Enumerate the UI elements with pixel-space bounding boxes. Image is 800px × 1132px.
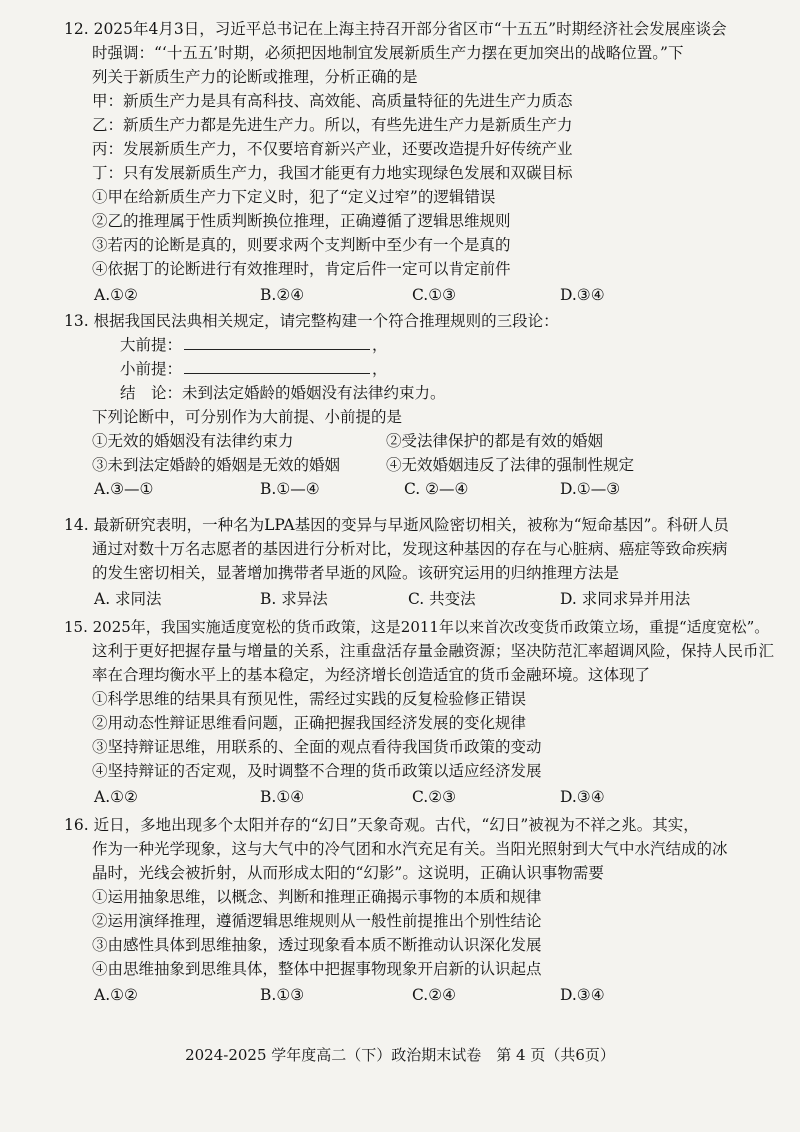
q12-line: 12. 2025年4月3日，习近平总书记在上海主持召开部分省区市“十五五”时期经济社会发展座谈会: [64, 20, 727, 38]
q15-item-3: ③坚持辩证思维，用联系的、全面的观点看待我国货币政策的变动: [92, 738, 542, 756]
q14-line: 通过对数十万名志愿者的基因进行分析对比，发现这种基因的存在与心脏病、癌症等致命疾病: [92, 540, 728, 558]
q12-option-c[interactable]: C.①③: [412, 286, 457, 304]
q13-option-a[interactable]: A.③—①: [94, 480, 154, 498]
q13-option-d[interactable]: D.①—③: [560, 480, 621, 498]
q12-option-b[interactable]: B.②④: [260, 286, 305, 304]
q16-line: 作为一种光学现象，这与大气中的冷气团和水汽充足有关。当阳光照射到大气中水汽结成的冰: [92, 840, 728, 858]
q13-conclusion: 结 论：未到法定婚龄的婚姻没有法律约束力。: [120, 384, 446, 402]
q12-statement-jia: 甲：新质生产力是具有高科技、高效能、高质量特征的先进生产力质态: [92, 92, 573, 110]
q15-line: 这利于更好把握存量与增量的关系，注重盘活存量金融资源；坚决防范汇率超调风险，保持人民币汇: [92, 642, 775, 660]
q14-line: 的发生密切相关，显著增加携带者早逝的风险。该研究运用的归纳推理方法是: [92, 564, 620, 582]
q15-option-a[interactable]: A.①②: [94, 788, 138, 806]
q16-line: 16. 近日，多地出现多个太阳并存的“幻日”天象奇观。古代，“幻日”被视为不祥之兆。其实，: [64, 816, 699, 834]
page-footer: 2024-2025 学年度高二（下）政治期末试卷 第 4 页（共6页）: [185, 1046, 615, 1064]
q16-item-3: ③由感性具体到思维抽象，透过现象看本质不断推动认识深化发展: [92, 936, 542, 954]
q12-statement-bing: 丙：发展新质生产力，不仅要培育新兴产业，还要改造提升好传统产业: [92, 140, 573, 158]
q12-item-3: ③若丙的论断是真的，则要求两个支判断中至少有一个是真的: [92, 236, 511, 254]
q14-line: 14. 最新研究表明，一种名为LPA基因的变异与早逝风险密切相关，被称为“短命基因”。科研人员: [64, 516, 729, 534]
q13-option-c[interactable]: C. ②—④: [404, 480, 469, 498]
q12-item-1: ①甲在给新质生产力下定义时，犯了“定义过窄”的逻辑错误: [92, 188, 496, 206]
q13-major-tail: ，: [372, 336, 388, 354]
q13-item-3: ③未到法定婚龄的婚姻是无效的婚姻: [92, 456, 341, 474]
q16-option-b[interactable]: B.①③: [260, 986, 305, 1004]
q13-question: 下列论断中，可分别作为大前提、小前提的是: [92, 408, 403, 426]
q14-option-b[interactable]: B. 求异法: [260, 590, 328, 608]
q15-item-4: ④坚持辩证的否定观，及时调整不合理的货币政策以适应经济发展: [92, 762, 542, 780]
q16-line: 晶时，光线会被折射，从而形成太阳的“幻影”。这说明，正确认识事物需要: [92, 864, 604, 882]
q12-statement-yi: 乙：新质生产力都是先进生产力。所以，有些先进生产力是新质生产力: [92, 116, 573, 134]
q13-minor-label: 小前提：: [120, 360, 183, 378]
q16-option-c[interactable]: C.②④: [412, 986, 457, 1004]
q15-line: 率在合理均衡水平上的基本稳定，为经济增长创造适宜的货币金融环境。这体现了: [92, 666, 651, 684]
q16-item-4: ④由思维抽象到思维具体，整体中把握事物现象开启新的认识起点: [92, 960, 542, 978]
q16-item-1: ①运用抽象思维，以概念、判断和推理正确揭示事物的本质和规律: [92, 888, 542, 906]
q12-statement-ding: 丁：只有发展新质生产力，我国才能更有力地实现绿色发展和双碳目标: [92, 164, 573, 182]
q16-option-d[interactable]: D.③④: [560, 986, 605, 1004]
q15-option-b[interactable]: B.①④: [260, 788, 305, 806]
q13-major-label: 大前提：: [120, 336, 183, 354]
q15-option-d[interactable]: D.③④: [560, 788, 605, 806]
q12-item-2: ②乙的推理属于性质判断换位推理，正确遵循了逻辑思维规则: [92, 212, 511, 230]
q13-major-premise: [120, 334, 388, 356]
q13-item-4: ④无效婚姻违反了法律的强制性规定: [386, 456, 635, 474]
q15-item-2: ②用动态性辩证思维看问题，正确把握我国经济发展的变化规律: [92, 714, 527, 732]
q15-item-1: ①科学思维的结果具有预见性，需经过实践的反复检验修正错误: [92, 690, 527, 708]
q13-minor-tail: ，: [372, 360, 388, 378]
q15-option-c[interactable]: C.②③: [412, 788, 457, 806]
q12-line: 列关于新质生产力的论断或推理，分析正确的是: [92, 68, 418, 86]
q13-item-1: ①无效的婚姻没有法律约束力: [92, 432, 294, 450]
q12-item-4: ④依据丁的论断进行有效推理时，肯定后件一定可以肯定前件: [92, 260, 511, 278]
q14-option-c[interactable]: C. 共变法: [408, 590, 476, 608]
q13-major-blank: [184, 334, 370, 350]
q16-option-a[interactable]: A.①②: [94, 986, 138, 1004]
q16-item-2: ②运用演绎推理，遵循逻辑思维规则从一般性前提推出个别性结论: [92, 912, 542, 930]
q13-minor-blank: [184, 358, 370, 374]
q12-line: 时强调：“‘十五五’时期，必须把因地制宜发展新质生产力摆在更加突出的战略位置。”下: [92, 44, 684, 62]
q13-option-b[interactable]: B.①—④: [260, 480, 320, 498]
q13-minor-premise: [120, 358, 388, 380]
q13-item-2: ②受法律保护的都是有效的婚姻: [386, 432, 604, 450]
q13-stem: 13. 根据我国民法典相关规定，请完整构建一个符合推理规则的三段论：: [64, 312, 559, 330]
q15-line: 15. 2025年，我国实施适度宽松的货币政策，这是2011年以来首次改变货币政策立场，重提“适度宽松”。: [64, 618, 770, 636]
q14-option-d[interactable]: D. 求同求异并用法: [560, 590, 691, 608]
q14-option-a[interactable]: A. 求同法: [94, 590, 162, 608]
q12-option-d[interactable]: D.③④: [560, 286, 605, 304]
q12-option-a[interactable]: A.①②: [94, 286, 138, 304]
